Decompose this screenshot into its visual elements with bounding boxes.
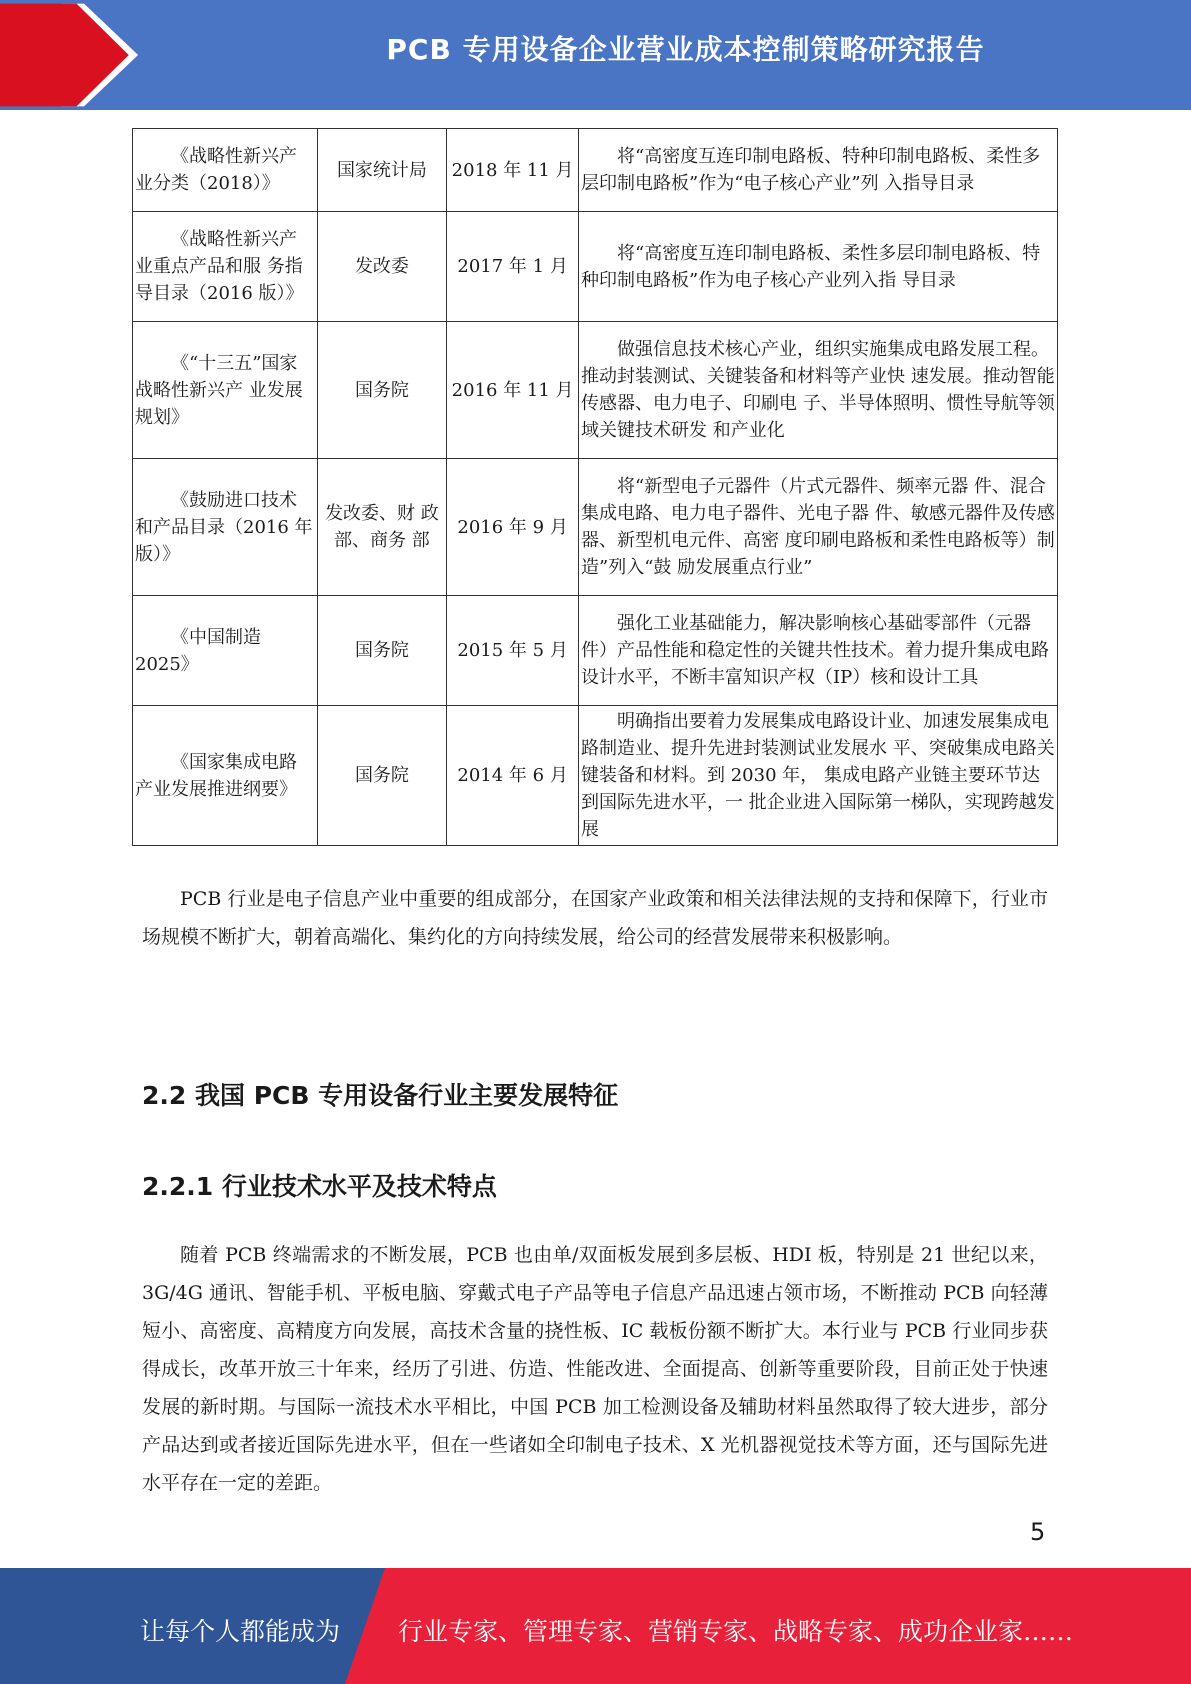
section-heading: 2.2 我国 PCB 专用设备行业主要发展特征 bbox=[142, 1081, 619, 1110]
date-cell: 2016 年 9 月 bbox=[447, 459, 579, 596]
content-cell: 明确指出要着力发展集成电路设计业、加速发展集成电路制造业、提升先进封装测试业发展水 平、突破集成电路关键装备和材料。到 2030 年， 集成电路产业链主要环节达到国际先进水平，一 批企业进入国际第一梯队，实现跨越发展 bbox=[579, 706, 1058, 846]
table-row bbox=[133, 596, 1058, 706]
content-cell: 将“高密度互连印制电路板、特种印制电路板、柔性多层印制电路板”作为“电子核心产业”列 入指导目录 bbox=[579, 129, 1058, 212]
header-arrow-decoration bbox=[0, 0, 140, 110]
policy-name-cell: 《中国制造 2025》 bbox=[133, 596, 318, 706]
issuer-cell: 国家统计局 bbox=[317, 129, 447, 212]
policy-name-cell: 《鼓励进口技术和产品目录（2016 年版）》 bbox=[133, 459, 318, 596]
issuer-cell: 国务院 bbox=[317, 706, 447, 846]
date-cell: 2015 年 5 月 bbox=[447, 596, 579, 706]
date-cell: 2018 年 11 月 bbox=[447, 129, 579, 212]
intro-paragraph: PCB 行业是电子信息产业中重要的组成部分，在国家产业政策和相关法律法规的支持和保障下，行业市场规模不断扩大，朝着高端化、集约化的方向持续发展，给公司的经营发展带来积极影响。 bbox=[142, 888, 1048, 948]
issuer-cell: 国务院 bbox=[317, 322, 447, 459]
issuer-cell: 发改委、财 政部、商务 部 bbox=[317, 459, 447, 596]
table-row bbox=[133, 322, 1058, 459]
date-cell: 2017 年 1 月 bbox=[447, 212, 579, 322]
policy-name-cell: 《战略性新兴产业分类（2018）》 bbox=[133, 129, 318, 212]
table-row bbox=[133, 459, 1058, 596]
content-cell: 将“新型电子元器件（片式元器件、频率元器 件、混合集成电路、电力电子器件、光电子器 件、敏感元器件及传感器、新型机电元件、高密 度印刷电路板和柔性电路板等）制造”列入“鼓 励发展重点行业” bbox=[579, 459, 1058, 596]
table-row bbox=[133, 706, 1058, 846]
date-cell: 2016 年 11 月 bbox=[447, 322, 579, 459]
footer-slogan-left: 让每个人都能成为 bbox=[140, 1617, 341, 1646]
issuer-cell: 国务院 bbox=[317, 596, 447, 706]
tech-paragraph: 随着 PCB 终端需求的不断发展，PCB 也由单/双面板发展到多层板、HDI 板，特别是 21 世纪以来，3G/4G 通讯、智能手机、平板电脑、穿戴式电子产品等电子信息产品迅速占领市场，不断推动 PCB 向轻薄短小、高密度、高精度方向发展，高技术含量的挠性板、IC 载板份额不断扩大。本行业与 PCB 行业同步获得成长，改革开放三十年来，经历了引进、仿造、性能改进、全面提高、创新等重要阶段，目前正处于快速发展的新时期。与国际一流技术水平相比，中国 PCB 加工检测设备及辅助材料虽然取得了较大进步，部分产品达到或者接近国际先进水平，但在一些诸如全印制电子技术、X 光机器视觉技术等方面，还与国际先进水平存在一定的差距。 bbox=[142, 1244, 1048, 1494]
policy-name-cell: 《国家集成电路产业发展推进纲要》 bbox=[133, 706, 318, 846]
policy-name-cell: 《战略性新兴产业重点产品和服 务指导目录（2016 版）》 bbox=[133, 212, 318, 322]
table-row bbox=[133, 129, 1058, 212]
issuer-cell: 发改委 bbox=[317, 212, 447, 322]
content-cell: 将“高密度互连印制电路板、柔性多层印制电路板、特种印制电路板”作为电子核心产业列入指 导目录 bbox=[579, 212, 1058, 322]
table-row bbox=[133, 212, 1058, 322]
content-cell: 做强信息技术核心产业，组织实施集成电路发展工程。推动封装测试、关键装备和材料等产业快 速发展。推动智能传感器、电力电子、印刷电 子、半导体照明、惯性导航等领域关键技术研发 和产业化 bbox=[579, 322, 1058, 459]
report-title: PCB 专用设备企业营业成本控制策略研究报告 bbox=[386, 33, 985, 66]
footer-slogan-right: 行业专家、管理专家、营销专家、战略专家、成功企业家…… bbox=[398, 1617, 1074, 1646]
policy-table bbox=[132, 128, 1058, 846]
policy-name-cell: 《“十三五”国家战略性新兴产 业发展规划》 bbox=[133, 322, 318, 459]
subsection-heading: 2.2.1 行业技术水平及技术特点 bbox=[142, 1172, 497, 1201]
page-header bbox=[0, 0, 1191, 110]
date-cell: 2014 年 6 月 bbox=[447, 706, 579, 846]
page-number: 5 bbox=[1030, 1518, 1046, 1546]
content-cell: 强化工业基础能力，解决影响核心基础零部件（元器件）产品性能和稳定性的关键共性技术。着力提升集成电路设计水平，不断丰富知识产权（IP）核和设计工具 bbox=[579, 596, 1058, 706]
